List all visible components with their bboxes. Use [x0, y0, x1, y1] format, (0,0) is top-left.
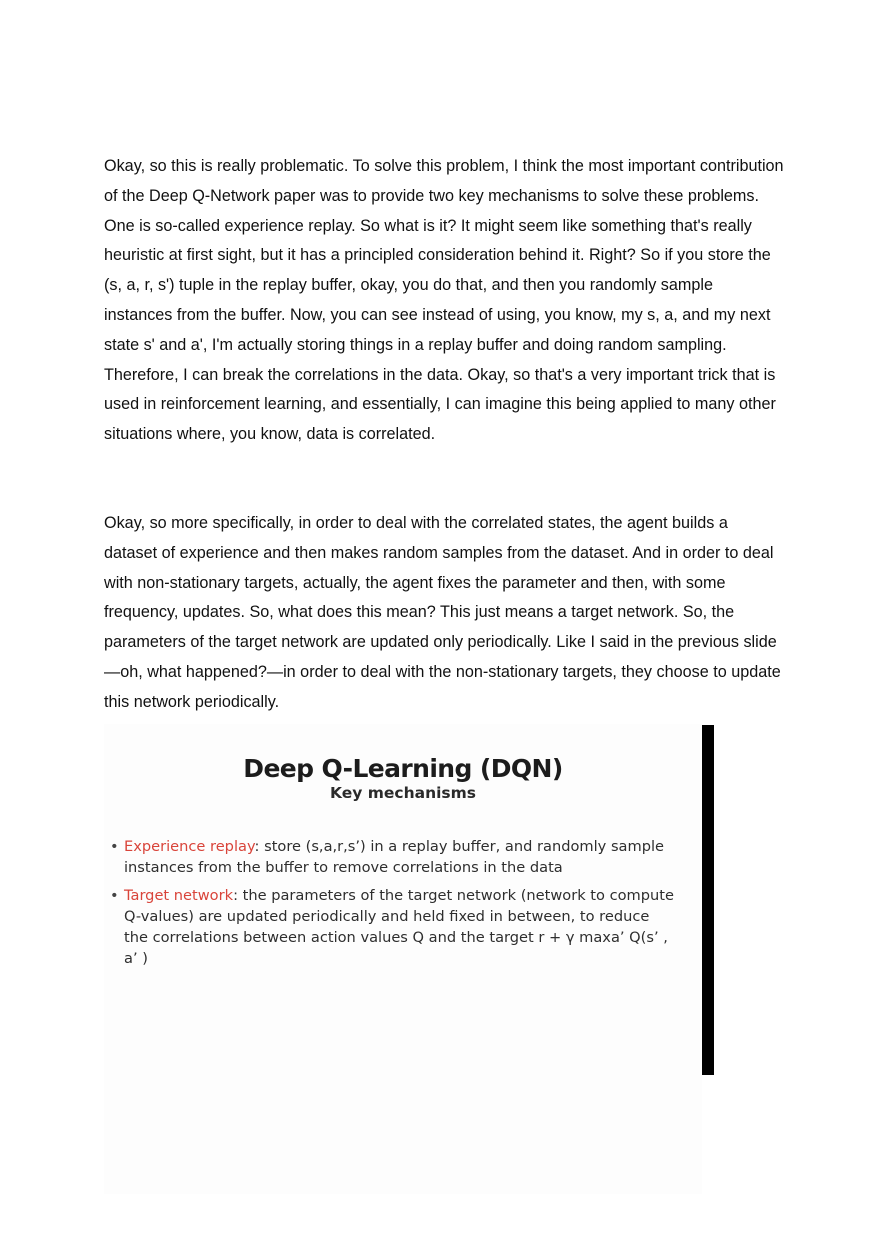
bullet-target-network	[104, 885, 674, 969]
dqn-slide-image	[104, 724, 702, 1194]
bullet-text: : the parameters of the target network (network to compute Q-values) are updated periodically and held fixed in between, to reduce the correlations between action values Q and the target r + γ maxa’ Q(s’ , a’ )	[124, 887, 674, 967]
bullet-experience-replay	[104, 836, 674, 878]
body-paragraph-1: Okay, so this is really problematic. To solve this problem, I think the most important contribution of the Deep Q-Network paper was to provide two key mechanisms to solve these problems. One is so-called experience replay. So what is it? It might seem like something that's really heuristic at first sight, but it has a principled consideration behind it. Right? So if you store the (s, a, r, s') tuple in the replay buffer, okay, you do that, and then you randomly sample instances from the buffer. Now, you can see instead of using, you know, my s, a, and my next state s' and a', I'm actually storing things in a replay buffer and doing random sampling. Therefore, I can break the correlations in the data. Okay, so that's a very important trick that is used in reinforcement learning, and essentially, I can imagine this being applied to many other situations where, you know, data is correlated.	[104, 157, 784, 444]
bullet-dot-icon: •	[110, 887, 119, 904]
body-paragraph-2: Okay, so more specifically, in order to deal with the correlated states, the agent builds a dataset of experience and then makes random samples from the dataset. And in order to deal with non-stationary targets, actually, the agent fixes the parameter and then, with some frequency, updates. So, what does this mean? This just means a target network. So, the parameters of the target network are updated only periodically. Like I said in the previous slide—oh, what happened?—in order to deal with the non-stationary targets, they choose to update this network periodically.	[104, 514, 781, 711]
bullet-term: Target network	[124, 887, 234, 904]
slide-bullet-list	[104, 836, 674, 976]
bullet-text: : store (s,a,r,s’) in a replay buffer, and randomly sample instances from the buffer to remove correlations in the data	[124, 838, 664, 876]
bullet-dot-icon: •	[110, 838, 119, 855]
black-vertical-bar	[702, 725, 714, 1075]
bullet-term: Experience replay	[124, 838, 255, 855]
slide-title: Deep Q-Learning (DQN)	[243, 754, 563, 783]
slide-subtitle: Key mechanisms	[329, 784, 477, 802]
